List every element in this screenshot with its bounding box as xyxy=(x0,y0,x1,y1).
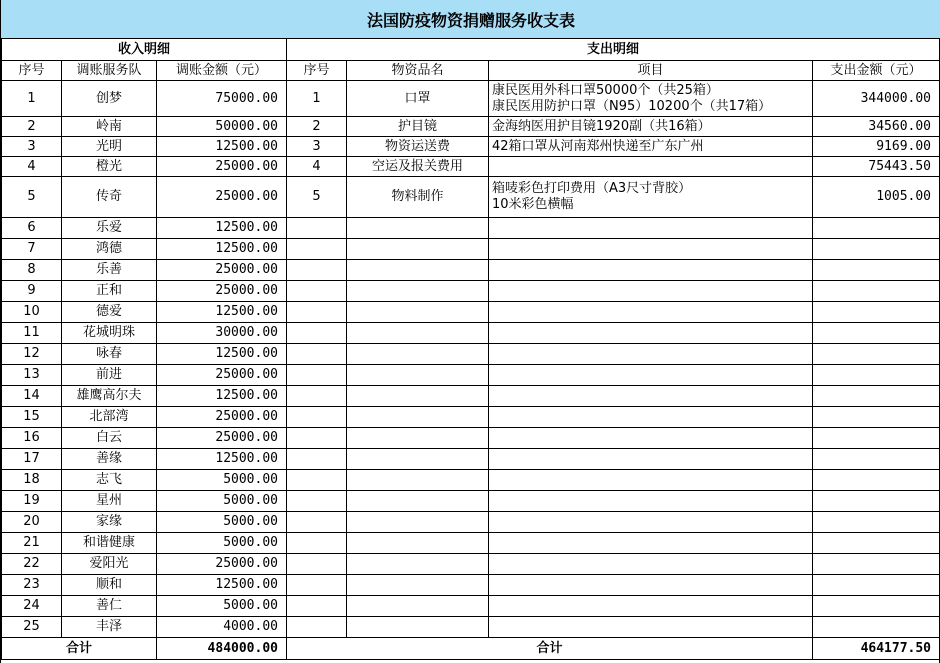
empty-cell xyxy=(347,428,489,449)
empty-cell xyxy=(813,533,940,554)
empty-cell xyxy=(287,281,347,302)
income-row-team: 善仁 xyxy=(62,596,157,617)
income-row-team: 乐爱 xyxy=(62,218,157,239)
empty-cell xyxy=(489,365,813,386)
empty-cell xyxy=(287,428,347,449)
empty-cell xyxy=(489,407,813,428)
income-row-team: 岭南 xyxy=(62,117,157,137)
expense-row-amount: 75443.50 xyxy=(813,157,940,177)
income-row-no: 14 xyxy=(2,386,62,407)
expense-row-project xyxy=(489,177,813,218)
empty-cell xyxy=(489,260,813,281)
income-row-team: 星州 xyxy=(62,491,157,512)
income-row-amount: 25000.00 xyxy=(157,407,287,428)
col-header-project: 项目 xyxy=(489,61,813,81)
table-row xyxy=(2,407,940,428)
income-row-amount: 5000.00 xyxy=(157,491,287,512)
income-row-team: 善缘 xyxy=(62,449,157,470)
project-line: 金海纳医用护目镜1920副（共16箱） xyxy=(492,118,711,134)
empty-cell xyxy=(287,533,347,554)
empty-cell xyxy=(489,617,813,638)
expense-row-project xyxy=(489,81,813,117)
table-row xyxy=(2,81,940,117)
empty-cell xyxy=(489,302,813,323)
income-row-no: 9 xyxy=(2,281,62,302)
income-row-amount: 25000.00 xyxy=(157,281,287,302)
income-row-no: 12 xyxy=(2,344,62,365)
project-line: 42箱口罩从河南郑州快递至广东广州 xyxy=(492,138,704,154)
project-line: 10米彩色横幅 xyxy=(492,197,574,212)
income-row-amount: 12500.00 xyxy=(157,344,287,365)
empty-cell xyxy=(813,428,940,449)
empty-cell xyxy=(347,323,489,344)
empty-cell xyxy=(347,554,489,575)
project-line: 康民医用外科口罩50000个（共25箱） xyxy=(492,82,719,98)
income-header: 收入明细 xyxy=(2,39,287,61)
expense-row-project xyxy=(489,157,813,177)
empty-cell xyxy=(287,218,347,239)
empty-cell xyxy=(813,512,940,533)
empty-cell xyxy=(489,344,813,365)
income-row-no: 13 xyxy=(2,365,62,386)
expense-row-name: 物料制作 xyxy=(347,177,489,218)
income-row-amount: 4000.00 xyxy=(157,617,287,638)
empty-cell xyxy=(813,554,940,575)
expense-row-name: 空运及报关费用 xyxy=(347,157,489,177)
empty-cell xyxy=(287,491,347,512)
empty-cell xyxy=(813,260,940,281)
income-total-label: 合计 xyxy=(2,638,157,660)
income-row-no: 2 xyxy=(2,117,62,137)
income-row-no: 7 xyxy=(2,239,62,260)
empty-cell xyxy=(813,302,940,323)
empty-cell xyxy=(813,344,940,365)
income-row-team: 德爱 xyxy=(62,302,157,323)
income-row-no: 18 xyxy=(2,470,62,491)
expense-row-no: 2 xyxy=(287,117,347,137)
empty-cell xyxy=(489,575,813,596)
empty-cell xyxy=(489,470,813,491)
empty-cell xyxy=(813,218,940,239)
expense-row-amount: 9169.00 xyxy=(813,137,940,157)
col-header-income-no: 序号 xyxy=(2,61,62,81)
empty-cell xyxy=(347,617,489,638)
table-row xyxy=(2,137,940,157)
col-header-team: 调账服务队 xyxy=(62,61,157,81)
expense-row-no: 4 xyxy=(287,157,347,177)
income-row-no: 19 xyxy=(2,491,62,512)
empty-cell xyxy=(489,281,813,302)
income-row-no: 25 xyxy=(2,617,62,638)
table-row xyxy=(2,596,940,617)
empty-cell xyxy=(489,239,813,260)
empty-cell xyxy=(813,596,940,617)
income-row-amount: 5000.00 xyxy=(157,533,287,554)
col-header-item-name: 物资品名 xyxy=(347,61,489,81)
income-row-team: 乐善 xyxy=(62,260,157,281)
income-row-amount: 25000.00 xyxy=(157,554,287,575)
empty-cell xyxy=(347,302,489,323)
income-row-no: 20 xyxy=(2,512,62,533)
income-row-amount: 5000.00 xyxy=(157,470,287,491)
income-row-no: 5 xyxy=(2,177,62,218)
income-row-team: 爱阳光 xyxy=(62,554,157,575)
empty-cell xyxy=(287,470,347,491)
empty-cell xyxy=(489,533,813,554)
empty-cell xyxy=(489,491,813,512)
income-row-no: 23 xyxy=(2,575,62,596)
income-row-amount: 5000.00 xyxy=(157,512,287,533)
expense-row-amount: 1005.00 xyxy=(813,177,940,218)
income-row-no: 16 xyxy=(2,428,62,449)
income-row-team: 家缘 xyxy=(62,512,157,533)
table-row xyxy=(2,302,940,323)
expense-row-name: 物资运送费 xyxy=(347,137,489,157)
table-row xyxy=(2,323,940,344)
table-row xyxy=(2,617,940,638)
income-row-amount: 12500.00 xyxy=(157,302,287,323)
section-header-row xyxy=(2,39,940,61)
table-row xyxy=(2,554,940,575)
empty-cell xyxy=(813,470,940,491)
empty-cell xyxy=(347,239,489,260)
empty-cell xyxy=(347,260,489,281)
empty-cell xyxy=(287,575,347,596)
income-row-amount: 12500.00 xyxy=(157,449,287,470)
income-row-amount: 25000.00 xyxy=(157,157,287,177)
income-row-team: 北部湾 xyxy=(62,407,157,428)
empty-cell xyxy=(347,596,489,617)
table-row xyxy=(2,260,940,281)
empty-cell xyxy=(813,575,940,596)
table-row xyxy=(2,491,940,512)
income-row-team: 雄鹰高尔夫 xyxy=(62,386,157,407)
income-row-amount: 50000.00 xyxy=(157,117,287,137)
empty-cell xyxy=(489,554,813,575)
empty-cell xyxy=(489,512,813,533)
table-row xyxy=(2,365,940,386)
table-row xyxy=(2,470,940,491)
empty-cell xyxy=(287,302,347,323)
expense-total: 464177.50 xyxy=(813,638,940,660)
empty-cell xyxy=(287,596,347,617)
empty-cell xyxy=(287,386,347,407)
table-row xyxy=(2,428,940,449)
table-row xyxy=(2,386,940,407)
empty-cell xyxy=(287,554,347,575)
income-row-amount: 25000.00 xyxy=(157,177,287,218)
empty-cell xyxy=(347,344,489,365)
expense-row-project xyxy=(489,117,813,137)
income-row-team: 正和 xyxy=(62,281,157,302)
empty-cell xyxy=(813,239,940,260)
income-row-no: 15 xyxy=(2,407,62,428)
empty-cell xyxy=(347,365,489,386)
empty-cell xyxy=(287,344,347,365)
empty-cell xyxy=(287,260,347,281)
empty-cell xyxy=(287,239,347,260)
empty-cell xyxy=(489,218,813,239)
col-header-expense-no: 序号 xyxy=(287,61,347,81)
empty-cell xyxy=(813,449,940,470)
table-row xyxy=(2,449,940,470)
empty-cell xyxy=(287,449,347,470)
empty-cell xyxy=(347,281,489,302)
income-row-no: 8 xyxy=(2,260,62,281)
table-row xyxy=(2,218,940,239)
income-row-amount: 25000.00 xyxy=(157,428,287,449)
empty-cell xyxy=(287,407,347,428)
col-header-expense-amount: 支出金额（元） xyxy=(813,61,940,81)
empty-cell xyxy=(347,575,489,596)
income-row-no: 21 xyxy=(2,533,62,554)
empty-cell xyxy=(813,386,940,407)
income-row-no: 24 xyxy=(2,596,62,617)
income-row-amount: 5000.00 xyxy=(157,596,287,617)
table-row xyxy=(2,281,940,302)
income-row-amount: 12500.00 xyxy=(157,239,287,260)
empty-cell xyxy=(287,512,347,533)
income-row-team: 鸿德 xyxy=(62,239,157,260)
income-row-team: 传奇 xyxy=(62,177,157,218)
ledger-table xyxy=(1,38,940,660)
income-row-no: 22 xyxy=(2,554,62,575)
income-row-amount: 25000.00 xyxy=(157,365,287,386)
empty-cell xyxy=(489,449,813,470)
income-row-amount: 75000.00 xyxy=(157,81,287,117)
income-row-amount: 12500.00 xyxy=(157,218,287,239)
income-row-no: 11 xyxy=(2,323,62,344)
table-row xyxy=(2,512,940,533)
empty-cell xyxy=(347,533,489,554)
column-header-row xyxy=(2,61,940,81)
empty-cell xyxy=(347,386,489,407)
empty-cell xyxy=(489,428,813,449)
income-row-team: 创梦 xyxy=(62,81,157,117)
table-row xyxy=(2,117,940,137)
income-row-team: 橙光 xyxy=(62,157,157,177)
table-row xyxy=(2,344,940,365)
empty-cell xyxy=(347,407,489,428)
income-row-team: 顺和 xyxy=(62,575,157,596)
income-row-no: 6 xyxy=(2,218,62,239)
income-row-team: 丰泽 xyxy=(62,617,157,638)
expense-row-amount: 34560.00 xyxy=(813,117,940,137)
expense-row-amount: 344000.00 xyxy=(813,81,940,117)
income-row-team: 志飞 xyxy=(62,470,157,491)
empty-cell xyxy=(489,323,813,344)
income-row-amount: 12500.00 xyxy=(157,137,287,157)
income-row-amount: 30000.00 xyxy=(157,323,287,344)
income-row-team: 咏春 xyxy=(62,344,157,365)
income-row-team: 光明 xyxy=(62,137,157,157)
empty-cell xyxy=(347,491,489,512)
empty-cell xyxy=(813,491,940,512)
empty-cell xyxy=(813,323,940,344)
income-total: 484000.00 xyxy=(157,638,287,660)
totals-row xyxy=(2,638,940,660)
empty-cell xyxy=(347,512,489,533)
empty-cell xyxy=(347,449,489,470)
income-row-team: 花城明珠 xyxy=(62,323,157,344)
income-row-no: 3 xyxy=(2,137,62,157)
table-row xyxy=(2,177,940,218)
expense-row-project xyxy=(489,137,813,157)
income-row-no: 17 xyxy=(2,449,62,470)
empty-cell xyxy=(287,617,347,638)
empty-cell xyxy=(813,281,940,302)
income-row-no: 4 xyxy=(2,157,62,177)
empty-cell xyxy=(287,365,347,386)
empty-cell xyxy=(347,218,489,239)
project-line: 箱唛彩色打印费用（A3尺寸背胶） xyxy=(492,181,692,196)
project-line: 康民医用防护口罩（N95）10200个（共17箱） xyxy=(492,98,772,114)
table-row xyxy=(2,575,940,596)
empty-cell xyxy=(489,596,813,617)
income-row-amount: 25000.00 xyxy=(157,260,287,281)
table-row xyxy=(2,239,940,260)
empty-cell xyxy=(813,365,940,386)
expense-header: 支出明细 xyxy=(287,39,940,61)
col-header-income-amount: 调账金额（元） xyxy=(157,61,287,81)
income-row-amount: 12500.00 xyxy=(157,575,287,596)
empty-cell xyxy=(813,617,940,638)
income-row-team: 和谐健康 xyxy=(62,533,157,554)
income-row-team: 白云 xyxy=(62,428,157,449)
table-row xyxy=(2,533,940,554)
sheet-title: 法国防疫物资捐赠服务收支表 xyxy=(1,0,940,39)
empty-cell xyxy=(287,323,347,344)
empty-cell xyxy=(489,386,813,407)
expense-row-name: 护目镜 xyxy=(347,117,489,137)
empty-cell xyxy=(813,407,940,428)
income-row-no: 10 xyxy=(2,302,62,323)
expense-row-no: 5 xyxy=(287,177,347,218)
expense-row-no: 3 xyxy=(287,137,347,157)
expense-total-label: 合计 xyxy=(287,638,813,660)
empty-cell xyxy=(347,470,489,491)
expense-row-no: 1 xyxy=(287,81,347,117)
income-row-team: 前进 xyxy=(62,365,157,386)
income-row-amount: 12500.00 xyxy=(157,386,287,407)
expense-row-name: 口罩 xyxy=(347,81,489,117)
table-row xyxy=(2,157,940,177)
income-row-no: 1 xyxy=(2,81,62,117)
